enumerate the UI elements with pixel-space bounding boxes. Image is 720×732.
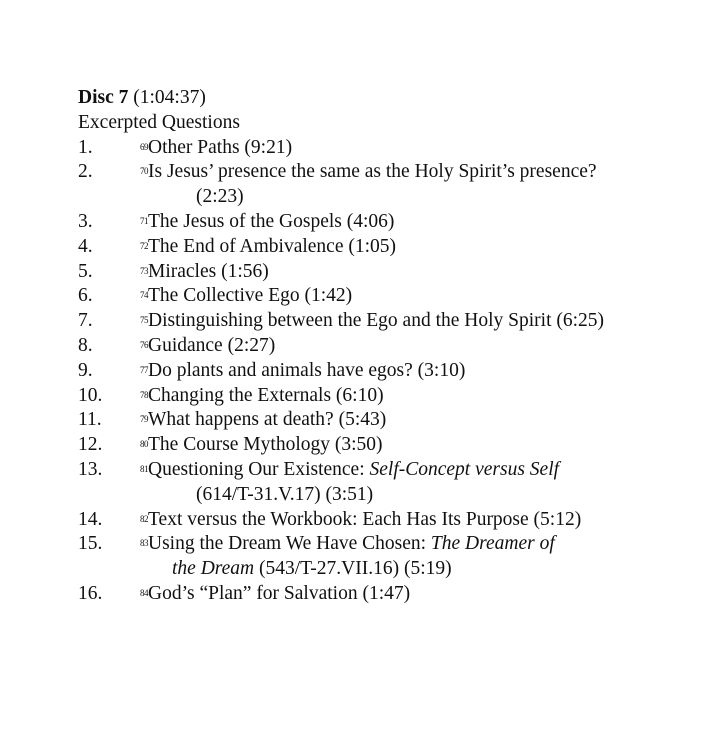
item-ref: 70 bbox=[140, 166, 148, 177]
disc-contents bbox=[78, 86, 698, 607]
item-number: 7. bbox=[78, 310, 93, 332]
item-text: Is Jesus’ presence the same as the Holy Spirit’s presence? bbox=[148, 161, 597, 183]
item-ref: 74 bbox=[140, 290, 148, 301]
item-number: 3. bbox=[78, 210, 93, 232]
list-item bbox=[78, 458, 698, 508]
list-item bbox=[78, 284, 698, 309]
item-ref: 72 bbox=[140, 240, 148, 251]
disc-title: Disc 7 bbox=[78, 87, 129, 108]
item-ref: 80 bbox=[140, 439, 148, 450]
item-ref: 84 bbox=[140, 587, 148, 598]
disc-duration: (1:04:37) bbox=[133, 87, 206, 108]
item-text: Text versus the Workbook: Each Has Its Purpose (5:12) bbox=[148, 508, 582, 530]
list-item bbox=[78, 309, 698, 334]
disc-heading bbox=[78, 86, 698, 111]
list-item bbox=[78, 260, 698, 285]
item-number: 1. bbox=[78, 136, 93, 158]
item-number: 13. bbox=[78, 458, 103, 480]
item-text: Changing the Externals (6:10) bbox=[148, 384, 384, 406]
item-text: God’s “Plan” for Salvation (1:47) bbox=[148, 582, 411, 604]
list-item bbox=[78, 508, 698, 533]
item-ref: 75 bbox=[140, 315, 148, 326]
item-ref: 82 bbox=[140, 513, 148, 524]
item-text: What happens at death? (5:43) bbox=[148, 409, 387, 431]
item-number: 8. bbox=[78, 334, 93, 356]
item-continuation: (2:23) bbox=[196, 186, 244, 208]
item-ref: 77 bbox=[140, 364, 148, 375]
item-text: Using the Dream We Have Chosen: bbox=[148, 533, 431, 555]
item-number: 15. bbox=[78, 533, 103, 555]
list-item bbox=[78, 408, 698, 433]
item-text: The Course Mythology (3:50) bbox=[148, 434, 383, 456]
list-item bbox=[78, 384, 698, 409]
section-label: Excerpted Questions bbox=[78, 111, 240, 133]
item-text: Guidance (2:27) bbox=[148, 334, 276, 356]
item-continuation-text: (543/T-27.VII.16) (5:19) bbox=[254, 558, 452, 580]
item-number: 5. bbox=[78, 260, 93, 282]
item-ref: 83 bbox=[140, 538, 148, 549]
list-item bbox=[78, 433, 698, 458]
item-ref: 79 bbox=[140, 414, 148, 425]
item-ref: 69 bbox=[140, 141, 148, 152]
item-text: Other Paths (9:21) bbox=[148, 136, 293, 158]
list-item bbox=[78, 160, 698, 210]
item-text: Questioning Our Existence: bbox=[148, 458, 370, 480]
item-number: 11. bbox=[78, 409, 102, 431]
item-ref: 76 bbox=[140, 339, 148, 350]
item-text: The Collective Ego (1:42) bbox=[148, 285, 353, 307]
item-number: 6. bbox=[78, 285, 93, 307]
item-ref: 71 bbox=[140, 215, 148, 226]
item-italic-title-cont: the Dream bbox=[172, 558, 255, 580]
item-number: 4. bbox=[78, 235, 93, 257]
item-ref: 73 bbox=[140, 265, 148, 276]
item-italic-title: Self-Concept versus Self bbox=[369, 458, 560, 480]
item-italic-title: The Dreamer of bbox=[430, 533, 555, 555]
list-item bbox=[78, 582, 698, 607]
item-text: The Jesus of the Gospels (4:06) bbox=[148, 210, 395, 232]
item-number: 12. bbox=[78, 434, 103, 456]
list-item bbox=[78, 136, 698, 161]
list-item bbox=[78, 235, 698, 260]
item-continuation: (614/T-31.V.17) (3:51) bbox=[196, 483, 374, 505]
item-number: 9. bbox=[78, 359, 93, 381]
item-number: 2. bbox=[78, 161, 93, 183]
list-item bbox=[78, 532, 698, 582]
item-ref: 81 bbox=[140, 463, 148, 474]
item-number: 14. bbox=[78, 508, 103, 530]
item-text: Do plants and animals have egos? (3:10) bbox=[148, 359, 466, 381]
item-number: 16. bbox=[78, 582, 103, 604]
item-text: The End of Ambivalence (1:05) bbox=[148, 235, 397, 257]
list-item bbox=[78, 210, 698, 235]
list-item bbox=[78, 334, 698, 359]
item-continuation bbox=[140, 557, 698, 582]
item-ref: 78 bbox=[140, 389, 148, 400]
item-text: Miracles (1:56) bbox=[148, 260, 269, 282]
item-text: Distinguishing between the Ego and the Holy Spirit (6:25) bbox=[148, 310, 605, 332]
list-item bbox=[78, 359, 698, 384]
item-number: 10. bbox=[78, 384, 103, 406]
